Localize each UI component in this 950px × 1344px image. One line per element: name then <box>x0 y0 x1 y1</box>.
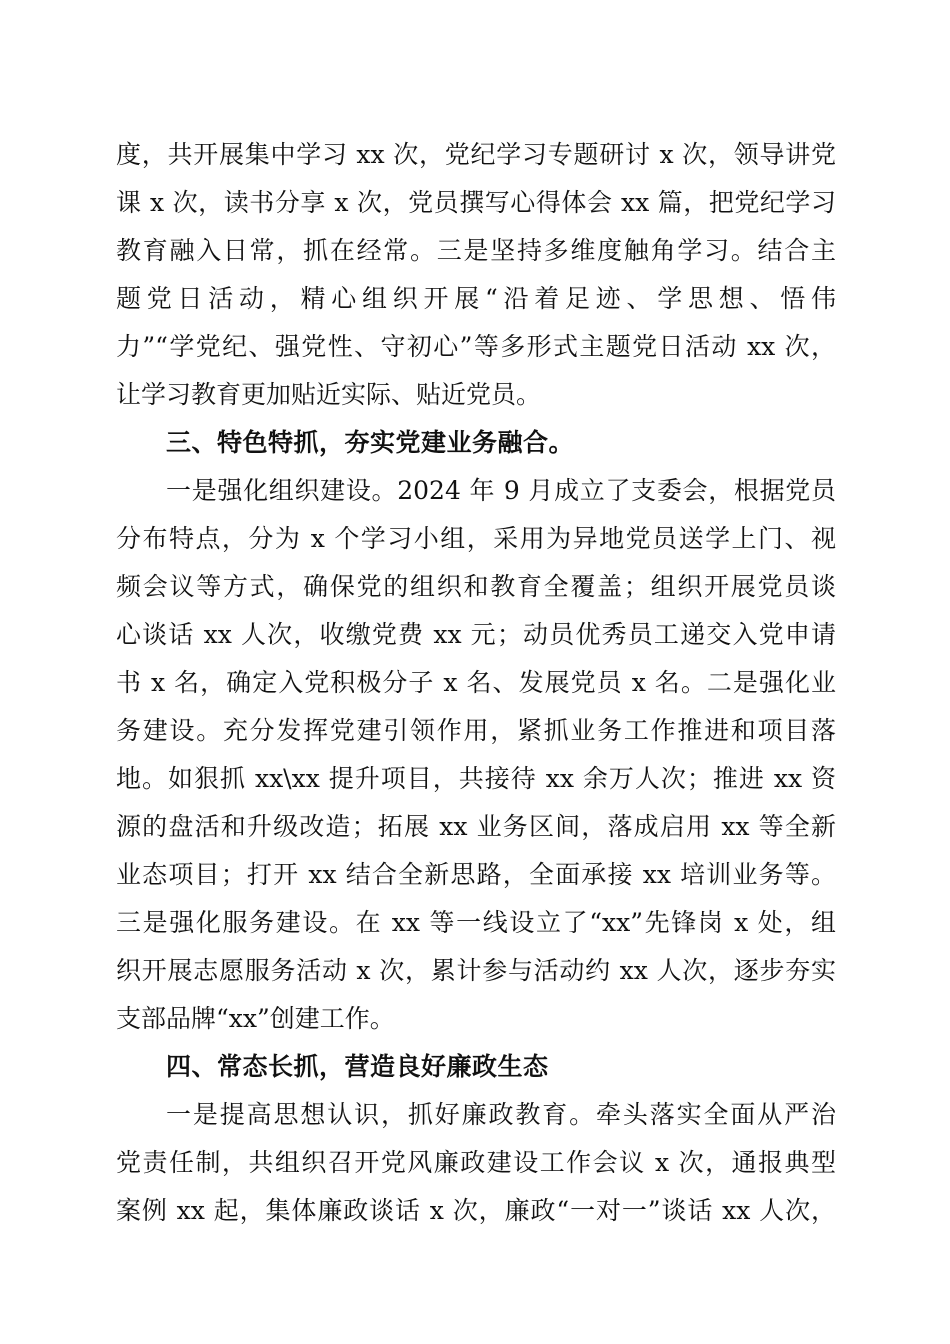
paragraph-line: 织开展志愿服务活动 x 次，累计参与活动约 xx 人次，逐步夯实 <box>116 956 836 985</box>
paragraph-line: 题党日活动，精心组织开展“沿着足迹、学思想、悟伟 <box>116 284 836 313</box>
paragraph-line: 一是强化组织建设。2024 年 9 月成立了支委会，根据党员 <box>166 476 836 505</box>
paragraph-line: 务建设。充分发挥党建引领作用，紧抓业务工作推进和项目落 <box>116 716 836 745</box>
paragraph-line: 力”“学党纪、强党性、守初心”等多形式主题党日活动 xx 次， <box>116 332 836 361</box>
paragraph-line: 三是强化服务建设。在 xx 等一线设立了“xx”先锋岗 x 处，组 <box>116 908 836 937</box>
paragraph-line: 案例 xx 起，集体廉政谈话 x 次，廉政“一对一”谈话 xx 人次， <box>116 1196 836 1225</box>
paragraph-line: 让学习教育更加贴近实际、贴近党员。 <box>116 380 542 409</box>
section-heading-3: 三、特色特抓，夯实党建业务融合。 <box>166 428 575 457</box>
paragraph-line: 心谈话 xx 人次，收缴党费 xx 元；动员优秀员工递交入党申请 <box>116 620 836 649</box>
paragraph-line: 地。如狠抓 xx\xx 提升项目，共接待 xx 余万人次；推进 xx 资 <box>116 764 836 793</box>
paragraph-line: 教育融入日常，抓在经常。三是坚持多维度触角学习。结合主 <box>116 236 836 265</box>
paragraph-line: 业态项目；打开 xx 结合全新思路，全面承接 xx 培训业务等。 <box>116 860 836 889</box>
section-heading-4: 四、常态长抓，营造良好廉政生态 <box>166 1052 549 1081</box>
paragraph-line: 书 x 名，确定入党积极分子 x 名、发展党员 x 名。二是强化业 <box>116 668 836 697</box>
paragraph-line: 课 x 次，读书分享 x 次，党员撰写心得体会 xx 篇，把党纪学习 <box>116 188 836 217</box>
paragraph-line: 党责任制，共组织召开党风廉政建设工作会议 x 次，通报典型 <box>116 1148 836 1177</box>
paragraph-line: 支部品牌“xx”创建工作。 <box>116 1004 395 1033</box>
paragraph-line: 源的盘活和升级改造；拓展 xx 业务区间，落成启用 xx 等全新 <box>116 812 836 841</box>
paragraph-line: 一是提高思想认识，抓好廉政教育。牵头落实全面从严治 <box>166 1100 836 1129</box>
paragraph-line: 频会议等方式，确保党的组织和教育全覆盖；组织开展党员谈 <box>116 572 836 601</box>
paragraph-line: 分布特点，分为 x 个学习小组，采用为异地党员送学上门、视 <box>116 524 836 553</box>
paragraph-line: 度，共开展集中学习 xx 次，党纪学习专题研讨 x 次，领导讲党 <box>116 140 836 169</box>
